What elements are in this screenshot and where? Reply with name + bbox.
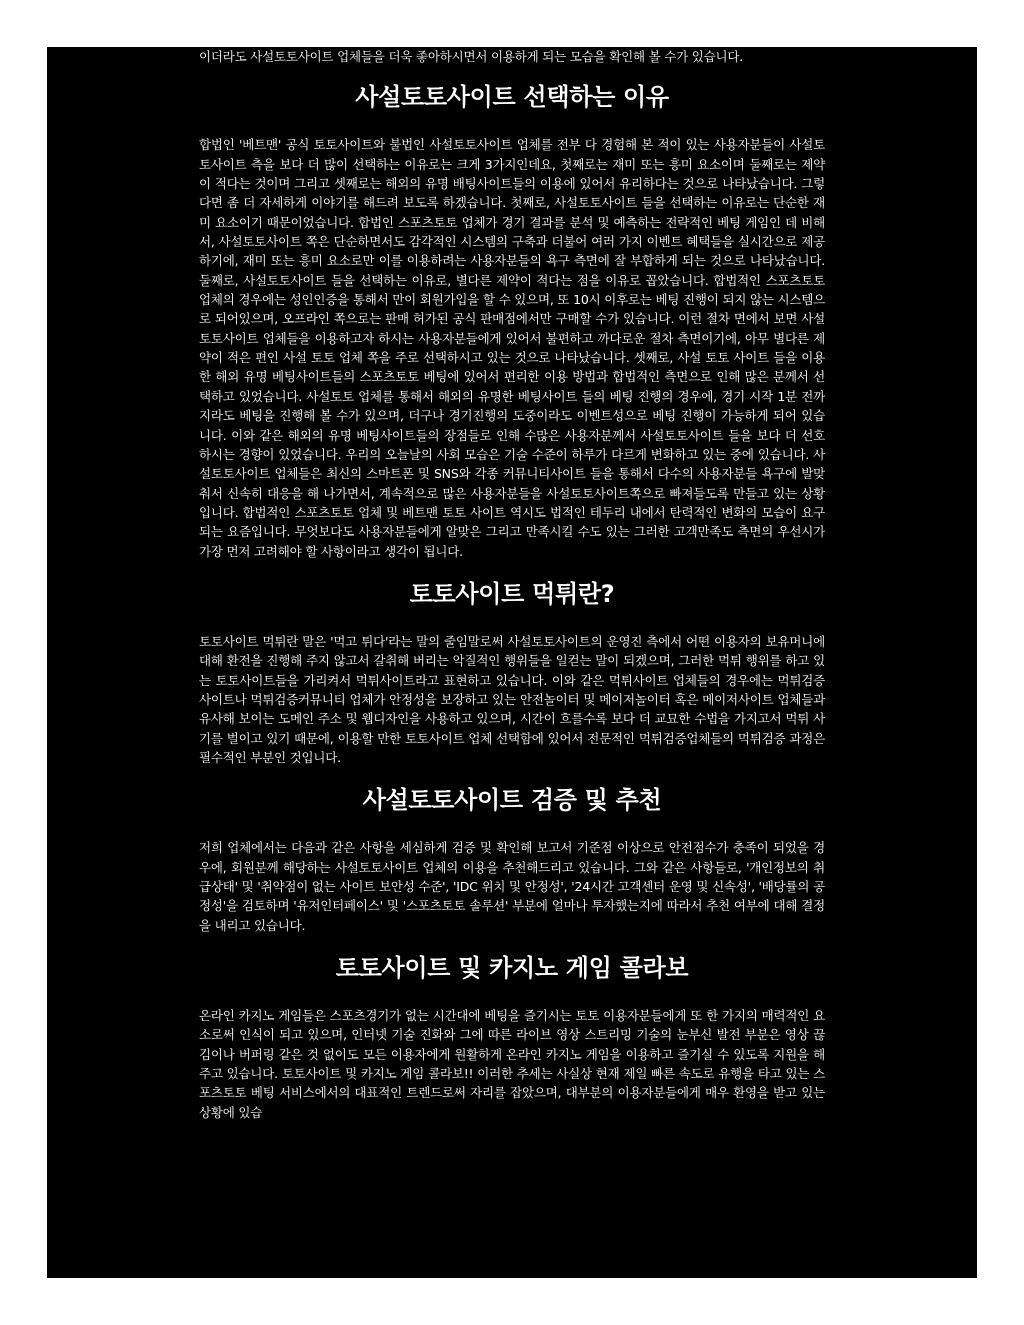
section-body-muktwi: 토토사이트 먹튀란 말은 '먹고 튀다'라는 말의 줄임말로써 사설토토사이트의 운영진 측에서 어떤 이용자의 보유머니에 대해 환전을 진행해 주지 않고서 갈취해 버리는 악질적인 행위들을 일컫는 말이 되겠으며, 그러한 먹튀 행위를 하고 있는 토토사이트들을 가리켜서 먹튀사이트라고 표현하고 있습니다. 이와 같은 먹튀사이트 업체들의 경우에는 먹튀검증사이트나 먹튀검증커뮤니티 업체가 안정성을 보장하고 있는 안전놀이터 및 메이저놀이터 혹은 메이저사이트 업체들과 유사해 보이는 도메인 주소 및 웹디자인을 사용하고 있으며, 시간이 흐를수록 보다 더 교묘한 수법을 가지고서 먹튀 사기를 벌이고 있기 때문에, 이용할 만한 토토사이트 업체 선택함에 있어서 전문적인 먹튀검증업체들의 먹튀검증 과정은 필수적인 부분인 것입니다. [199, 633, 825, 765]
section-body-verification: 저희 업체에서는 다음과 같은 사항을 세심하게 검증 및 확인해 보고서 기준점 이상으로 안전점수가 충족이 되었을 경우에, 회원분께 해당하는 사설토토사이트 업체의 이용을 추천해드리고 있습니다. 그와 같은 사항들로, '개인정보의 취급상태' 및 '취약점이 없는 사이트 보안성 수준', 'IDC 위치 및 안정성', '24시간 고객센터 운영 및 신속성', '배당률의 공정성'을 검토하며 '유저인터페이스' 및 '스포츠토토 솔루션' 부분에 얼마나 투자했는지에 따라서 추천 여부에 대해 결정을 내리고 있습니다. [199, 840, 825, 933]
document-page [47, 47, 977, 1278]
intro-paragraph: 이더라도 사설토토사이트 업체들을 더욱 좋아하시면서 이용하게 되는 모습을 확인해 볼 수가 있습니다. [199, 49, 744, 64]
section-heading-verification: 사설토토사이트 검증 및 추천 [362, 786, 662, 815]
section-body-reasons: 합법인 '베트맨' 공식 토토사이트와 불법인 사설토토사이트 업체를 전부 다 경험해 본 적이 있는 사용자분들이 사설토토사이트 측을 보다 더 많이 선택하는 이유로는 크게 3가지인데요, 첫째로는 재미 또는 흥미 요소이며 둘째로는 제약이 적다는 것이며 그리고 셋째로는 해외의 유명 배팅사이트들의 이용에 있어서 유리하다는 것으로 나타났습니다. 그렇다면 좀 더 자세하게 이야기를 해드려 보도록 하겠습니다. 첫째로, 사설토토사이트 들을 선택하는 이유로는 단순한 재미 요소이기 때문이었습니다. 합법인 스포츠토토 업체가 경기 결과를 분석 및 예측하는 전략적인 베팅 게임인 데 비해서, 사설토토사이트 쪽은 단순하면서도 감각적인 시스템의 구축과 더불어 여러 가지 이벤트 혜택들을 실시간으로 제공하기에, 재미 또는 흥미 요소로만 이를 이용하려는 사용자분들의 욕구 측면에 잘 부합하게 되는 것으로 나타났습니다. 둘째로, 사설토토사이트 들을 선택하는 이유로, 별다른 제약이 적다는 점을 이유로 꼽았습니다. 합법적인 스포츠토토 업체의 경우에는 성인인증을 통해서 만이 회원가입을 할 수 있으며, 또 10시 이후로는 베팅 진행이 되지 않는 시스템으로 되어있으며, 오프라인 쪽으로는 판매 허가된 공식 판매점에서만 구매할 수가 있습니다. 이런 절차 면에서 보면 사설토토사이트 업체들을 이용하고자 하시는 사용자분들에게 있어서 불편하고 까다로운 절차 측면이기에, 아무 별다른 제약이 적은 편인 사설 토토 업체 쪽을 주로 선택하시고 있는 것으로 나타났습니다. 셋째로, 사설 토토 사이트 들을 이용한 해외 유명 베팅사이트들의 스포츠토토 베팅에 있어서 편리한 이용 방법과 합법적인 측면으로 인해 많은 분께서 선택하고 있었습니다. 사설토토 업체를 통해서 해외의 유명한 베팅사이트 들의 베팅 진행의 경우에, 경기 시작 1분 전까지라도 베팅을 진행해 볼 수가 있으며, 더구나 경기진행의 도중이라도 이벤트성으로 베팅 진행이 가능하게 되어 있습니다. 이와 같은 해외의 유명 베팅사이트들의 장점들로 인해 수많은 사용자분께서 사설토토사이트 들을 보다 더 선호하시는 경향이 있었습니다. 우리의 오늘날의 사회 모습은 기술 수준이 하루가 다르게 변화하고 있는 중에 있습니다. 사설토토사이트 업체들은 최신의 스마트폰 및 SNS와 각종 커뮤니티사이트 들을 통해서 다수의 사용자분들 욕구에 발맞춰서 신속히 대응을 해 나가면서, 계속적으로 많은 사용자분들을 사설토토사이트쪽으로 빠져들도록 만들고 있는 상황입니다. 합법적인 스포츠토토 업체 및 베트맨 토토 사이트 역시도 법적인 테두리 내에서 탄력적인 변화의 모습이 요구되는 요즘입니다. 무엇보다도 사용자분들에게 알맞은 그리고 만족시킬 수도 있는 그러한 고객만족도 측면의 우선시가 가장 먼저 고려해야 할 사항이라고 생각이 됩니다. [199, 137, 825, 559]
section-heading-reasons: 사설토토사이트 선택하는 이유 [355, 83, 669, 112]
section-heading-casino-collab: 토토사이트 및 카지노 게임 콜라보 [335, 954, 689, 983]
section-body-casino-collab: 온라인 카지노 게임들은 스포츠경기가 없는 시간대에 베팅을 즐기시는 토토 이용자분들에게 또 한 가지의 매력적인 요소로써 인식이 되고 있으며, 인터넷 기술 진화와 그에 따른 라이브 영상 스트리밍 기술의 눈부신 발전 부분은 영상 끊김이나 버퍼링 같은 것 없이도 모든 이용자에게 원활하게 온라인 카지노 게임을 이용하고 즐기실 수 있도록 지원을 해주고 있습니다. 토토사이트 및 카지노 게임 콜라보!! 이러한 추세는 사실상 현재 제일 빠른 속도로 유행을 타고 있는 스포츠토토 베팅 서비스에서의 대표적인 트렌드로써 자리를 잡았으며, 대부분의 이용자분들에게 매우 환영을 받고 있는 상황에 있습 [199, 1008, 825, 1120]
section-heading-muktwi: 토토사이트 먹튀란? [409, 579, 615, 608]
article-body [199, 47, 825, 1122]
